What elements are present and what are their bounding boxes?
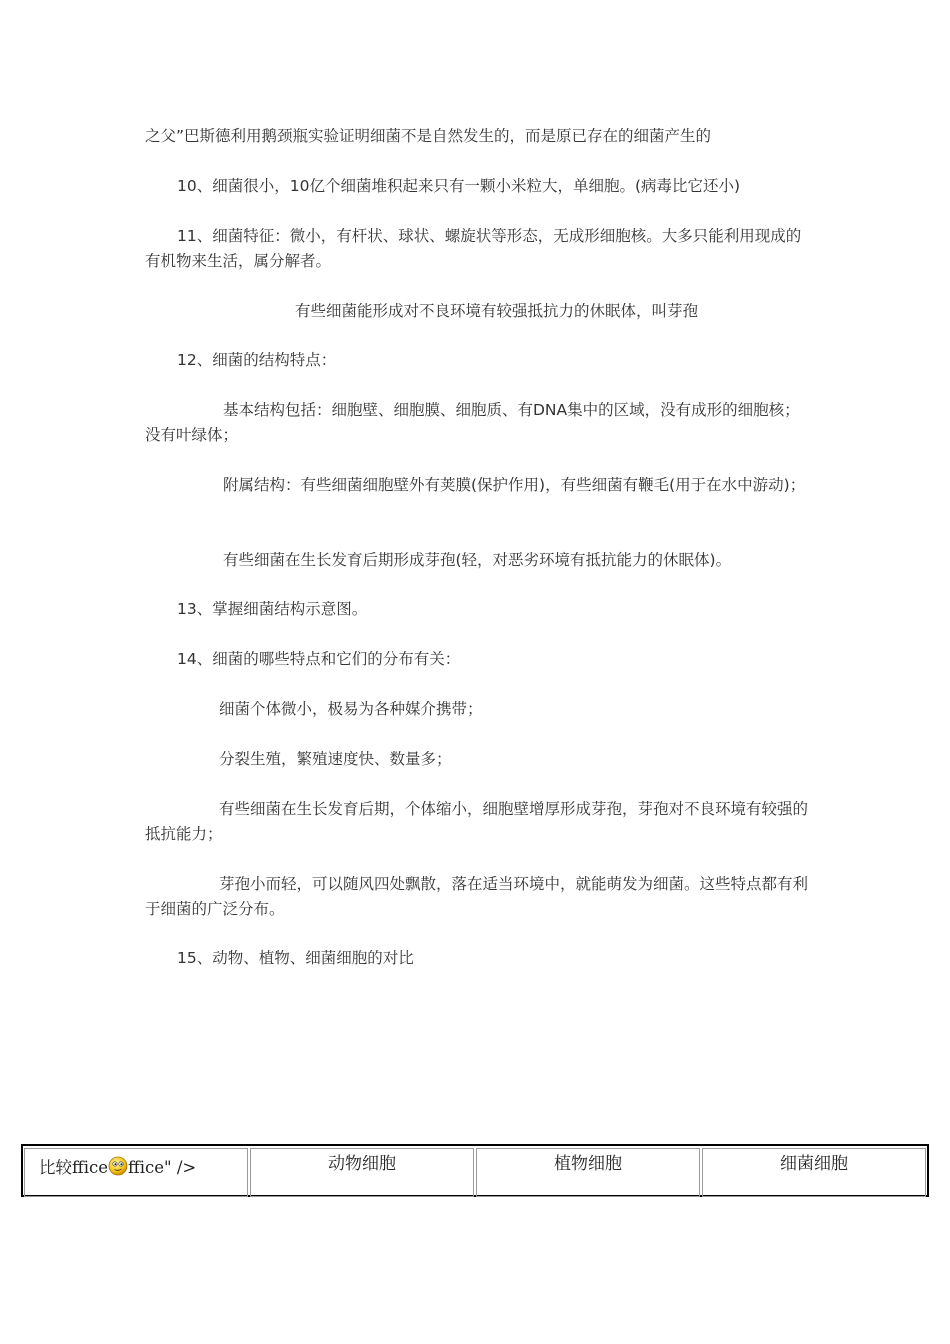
paragraph-spore-resistance: 有些细菌在生长发育后期，个体缩小，细胞壁增厚形成芽孢，芽孢对不良环境有较强的抵抗能力；: [145, 800, 809, 843]
paragraph-pasteur: 之父”巴斯德利用鹅颈瓶实验证明细菌不是自然发生的，而是原已存在的细菌产生的: [145, 127, 712, 145]
smiley-emoticon-icon: [108, 1156, 128, 1176]
paragraph-13: 13、掌握细菌结构示意图。: [177, 600, 368, 618]
paragraph-spore-formation: 有些细菌在生长发育后期形成芽孢(轻，对恶劣环境有抵抗能力的休眠体)。: [223, 551, 732, 569]
comparison-table: [21, 1144, 929, 1197]
paragraph-spore-spread: 芽孢小而轻，可以随风四处飘散，落在适当环境中，就能萌发为细菌。这些特点都有利于细菌的广泛分布。: [145, 875, 809, 918]
paragraph-tiny: 细菌个体微小，极易为各种媒介携带；: [219, 700, 483, 718]
paragraph-spore: 有些细菌能形成对不良环境有较强抵抗力的休眠体，叫芽孢: [295, 302, 699, 320]
paragraph-fission: 分裂生殖，繁殖速度快、数量多；: [219, 750, 452, 768]
paragraph-14: 14、细菌的哪些特点和它们的分布有关：: [177, 650, 461, 668]
paragraph-11: 11、细菌特征：微小，有杆状、球状、螺旋状等形态，无成形细胞核。大多只能利用现成的有机物来生活，属分解者。: [145, 227, 802, 270]
table-header-animal-cell: 动物细胞: [250, 1148, 474, 1197]
table-header-plant-cell: 植物细胞: [476, 1148, 700, 1197]
broken-markup-fragment-a: ffice: [72, 1158, 109, 1177]
table-header-compare: [24, 1148, 248, 1197]
paragraph-15: 15、动物、植物、细菌细胞的对比: [177, 949, 414, 967]
broken-markup-fragment-b: ffice" />: [128, 1158, 197, 1177]
paragraph-12: 12、细菌的结构特点：: [177, 351, 337, 369]
paragraph-10: 10、细菌很小，10亿个细菌堆积起来只有一颗小米粒大，单细胞。(病毒比它还小): [177, 177, 741, 195]
table-header-bacteria-cell: 细菌细胞: [702, 1148, 926, 1197]
paragraph-attached-structure: 附属结构：有些细菌细胞壁外有荚膜(保护作用)，有些细菌有鞭毛(用于在水中游动)；: [223, 476, 806, 494]
compare-label: 比较: [39, 1158, 72, 1177]
paragraph-basic-structure: 基本结构包括：细胞壁、细胞膜、细胞质、有DNA集中的区域，没有成形的细胞核；没有叶绿体；: [145, 401, 800, 444]
